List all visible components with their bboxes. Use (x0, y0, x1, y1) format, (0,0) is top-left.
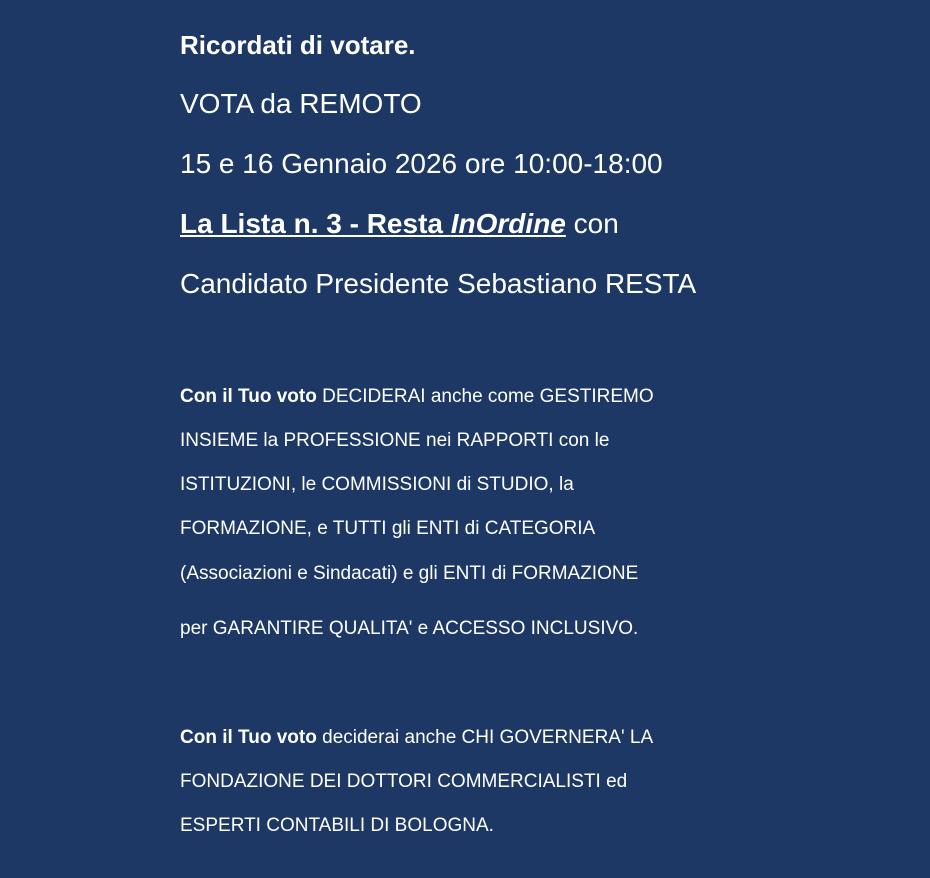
paragraph1-line3: ISTITUZIONI, le COMMISSIONI di STUDIO, la (180, 474, 574, 495)
paragraph2-line1 (180, 727, 653, 749)
paragraph1-line2: INSIEME la PROFESSIONE nei RAPPORTI con le (180, 430, 610, 451)
remote-vote-heading: VOTA da REMOTO (180, 88, 422, 119)
paragraph2-line3: ESPERTI CONTABILI DI BOLOGNA. (180, 815, 494, 836)
list-link-prefix: La Lista n. 3 - Resta (180, 208, 451, 239)
paragraph1-line1 (180, 386, 654, 408)
list-link-name: InOrdine (450, 208, 566, 239)
paragraph2-lead: Con il Tuo voto (180, 727, 317, 748)
paragraph1-line4: FORMAZIONE, e TUTTI gli ENTI di CATEGORIA (180, 518, 596, 539)
paragraph1-line5: (Associazioni e Sindacati) e gli ENTI di FORMAZIONE (180, 563, 639, 584)
list-line (180, 208, 619, 240)
reminder-heading: Ricordati di votare. (180, 30, 416, 60)
paragraph1-text: DECIDERAI anche come GESTIREMO (316, 386, 654, 407)
paragraph2-text: deciderai anche CHI GOVERNERA' LA (316, 727, 654, 748)
paragraph1-lead: Con il Tuo voto (180, 386, 317, 407)
list-link[interactable] (180, 208, 566, 239)
list-with-text: con (565, 208, 619, 239)
candidate-line: Candidato Presidente Sebastiano RESTA (180, 268, 697, 299)
vote-dates: 15 e 16 Gennaio 2026 ore 10:00-18:00 (180, 148, 663, 179)
paragraph1-line6: per GARANTIRE QUALITA' e ACCESSO INCLUSIVO. (180, 618, 639, 639)
paragraph2-line2: FONDAZIONE DEI DOTTORI COMMERCIALISTI ed (180, 771, 628, 792)
